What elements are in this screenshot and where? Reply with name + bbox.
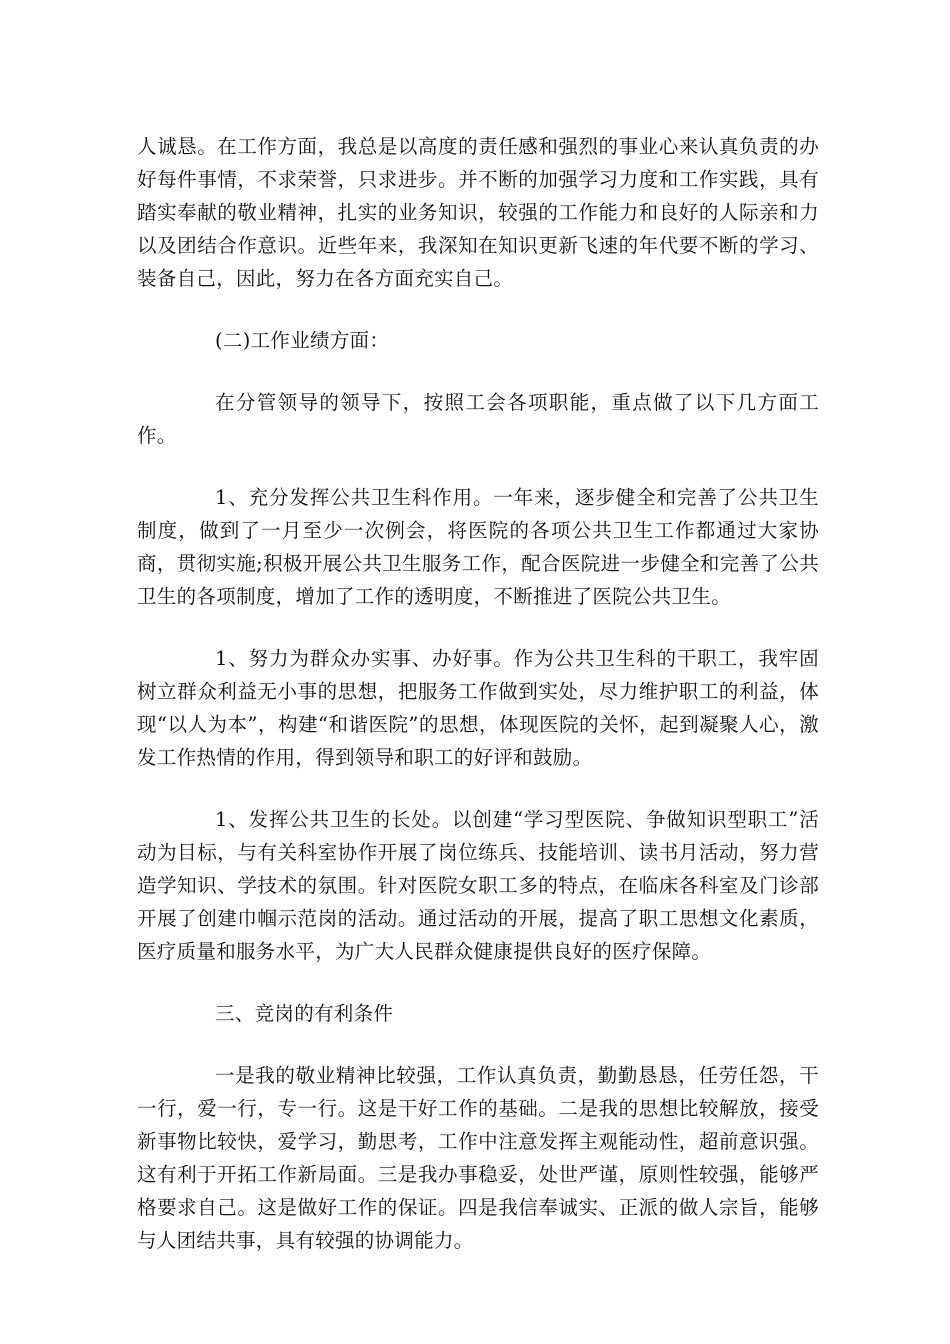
paragraph-continuation: 人诚恳。在工作方面，我总是以高度的责任感和强烈的事业心来认真负责的办好每件事情，不求荣誉，只求进步。并不断的加强学习力度和工作实践，具有踏实奉献的敬业精神，扎实的业务知识，较强的工作能力和良好的人际亲和力以及团结合作意识。近些年来，我深知在知识更新飞速的年代要不断的学习、装备自己，因此，努力在各方面充实自己。 — [137, 135, 819, 290]
paragraph-item-public-health-role: 1、充分发挥公共卫生科作用。一年来，逐步健全和完善了公共卫生制度，做到了一月至少一次例会，将医院的各项公共卫生工作都通过大家协商，贯彻实施;积极开展公共卫生服务工作，配合医院进一步健全和完善了公共卫生的各项制度，增加了工作的透明度，不断推进了医院公共卫生。 — [137, 486, 819, 608]
section-heading-work-performance: (二)工作业绩方面： — [215, 329, 390, 352]
paragraph-intro: 在分管领导的领导下，按照工会各项职能，重点做了以下几方面工作。 — [137, 391, 819, 447]
paragraph-advantages: 一是我的敬业精神比较强，工作认真负责，勤勤恳恳，任劳任怨，干一行，爱一行，专一行。这是干好工作的基础。二是我的思想比较解放，接受新事物比较快，爱学习，勤思考，工作中注意发挥主观能动性，超前意识强。这有利于开拓工作新局面。三是我办事稳妥，处世严谨，原则性较强，能够严格要求自己。这是做好工作的保证。四是我信奉诚实、正派的做人宗旨，能够与人团结共事，具有较强的协调能力。 — [137, 1064, 819, 1252]
document-body — [137, 130, 819, 1286]
paragraph-item-serve-public: 1、努力为群众办实事、办好事。作为公共卫生科的干职工，我牢固树立群众利益无小事的思想，把服务工作做到实处，尽力维护职工的利益，体现“以人为本”，构建“和谐医院”的思想，体现医院的关怀，起到凝聚人心，激发工作热情的作用，得到领导和职工的好评和鼓励。 — [137, 647, 819, 769]
paragraph-item-strengths: 1、发挥公共卫生的长处。以创建“学习型医院、争做知识型职工”活动为目标，与有关科室协作开展了岗位练兵、技能培训、读书月活动，努力营造学知识、学技术的氛围。针对医院女职工多的特点，在临床各科室及门诊部开展了创建巾帼示范岗的活动。通过活动的开展，提高了职工思想文化素质，医疗质量和服务水平，为广大人民群众健康提供良好的医疗保障。 — [137, 808, 819, 963]
section-heading-advantages: 三、竞岗的有利条件 — [215, 1002, 394, 1025]
